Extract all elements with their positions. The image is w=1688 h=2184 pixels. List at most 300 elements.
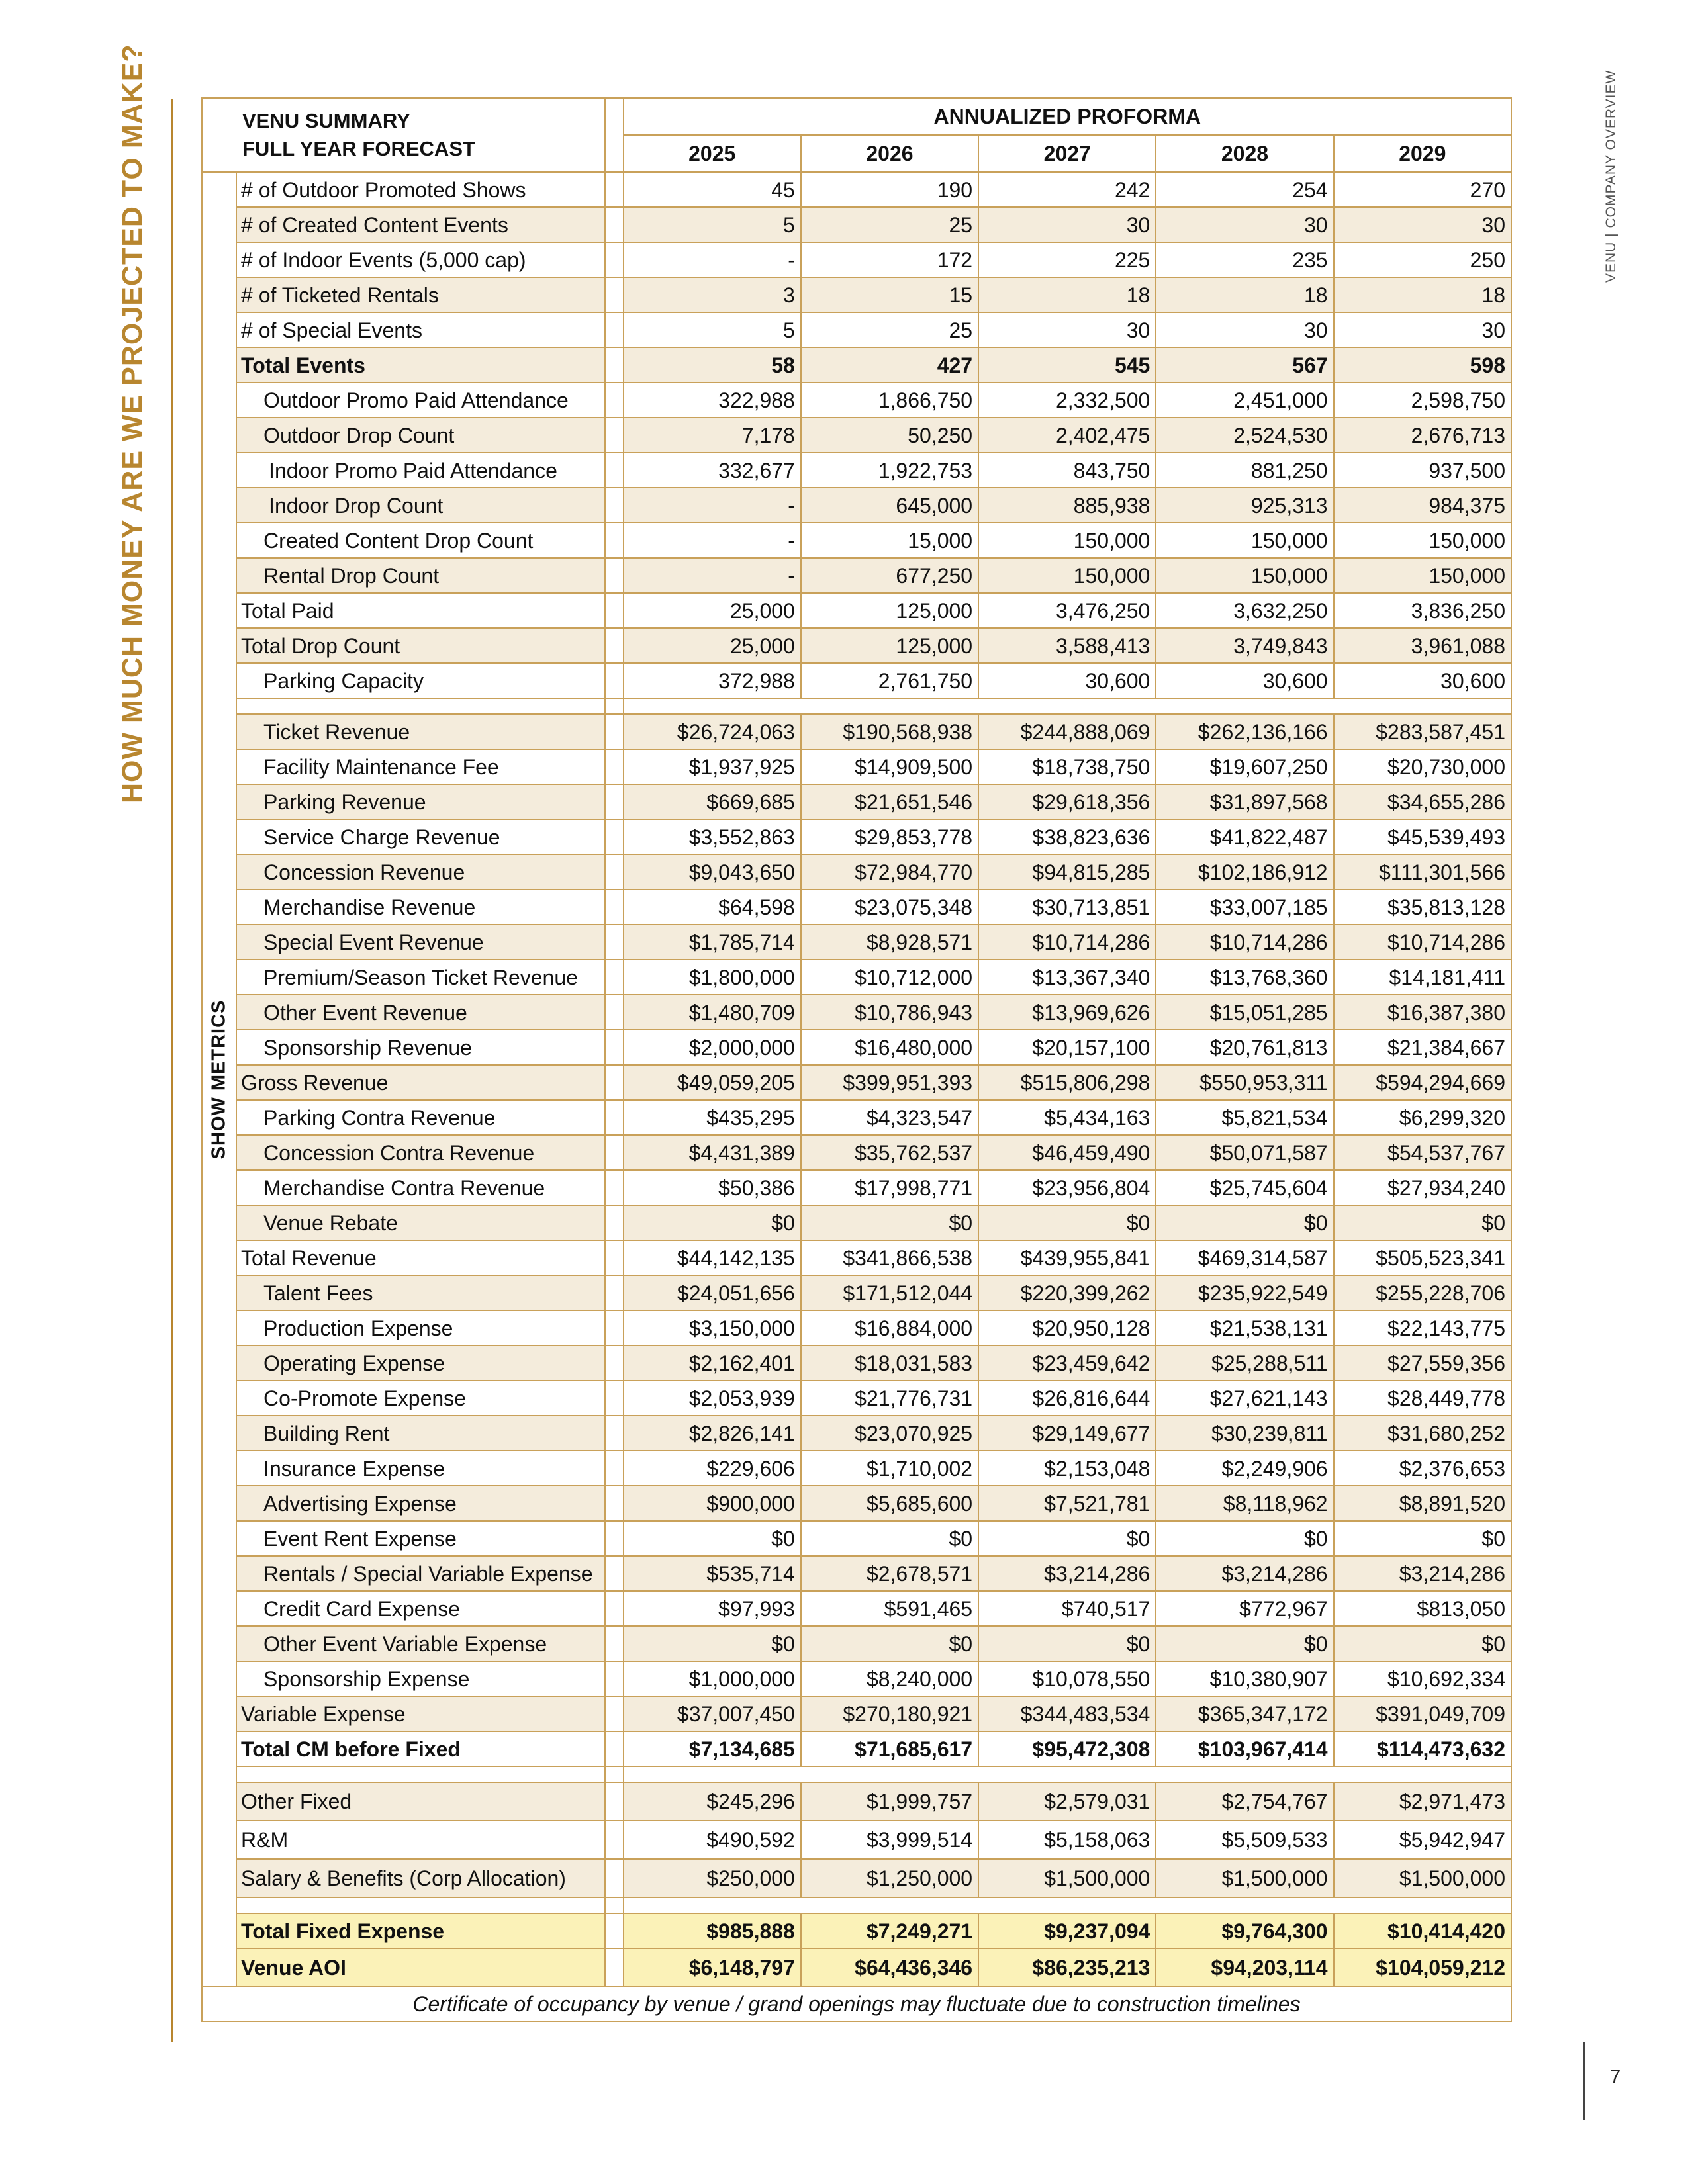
table-row bbox=[202, 1170, 1511, 1205]
value-cell-2029: 937,500 bbox=[1334, 453, 1511, 488]
column-separator bbox=[605, 819, 624, 854]
value-cell-2026: $35,762,537 bbox=[801, 1135, 978, 1170]
value-cell-2029: 598 bbox=[1334, 347, 1511, 383]
row-label: Production Expense bbox=[236, 1310, 605, 1345]
row-label: Other Event Variable Expense bbox=[236, 1626, 605, 1661]
value-cell-2029: 30 bbox=[1334, 312, 1511, 347]
value-cell-2026: $4,323,547 bbox=[801, 1100, 978, 1135]
value-cell-2026: $1,710,002 bbox=[801, 1451, 978, 1486]
table-row bbox=[202, 1381, 1511, 1416]
value-cell-2028: 30,600 bbox=[1156, 663, 1333, 698]
value-cell-2028: $8,118,962 bbox=[1156, 1486, 1333, 1521]
value-cell-2025: $0 bbox=[624, 1521, 801, 1556]
table-row bbox=[202, 1782, 1511, 1821]
value-cell-2027: $515,806,298 bbox=[978, 1065, 1156, 1100]
column-separator bbox=[605, 1591, 624, 1626]
value-cell-2025: $1,800,000 bbox=[624, 960, 801, 995]
value-cell-2026: $17,998,771 bbox=[801, 1170, 978, 1205]
row-label: Parking Contra Revenue bbox=[236, 1100, 605, 1135]
column-separator bbox=[605, 383, 624, 418]
column-separator bbox=[605, 1661, 624, 1696]
value-cell-2029: $283,587,451 bbox=[1334, 714, 1511, 749]
value-cell-2028: $13,768,360 bbox=[1156, 960, 1333, 995]
table-row bbox=[202, 1100, 1511, 1135]
value-cell-2027: $26,816,644 bbox=[978, 1381, 1156, 1416]
value-cell-2026: $64,436,346 bbox=[801, 1948, 978, 1987]
table-row bbox=[202, 312, 1511, 347]
value-cell-2029: 3,836,250 bbox=[1334, 593, 1511, 628]
value-cell-2027: $1,500,000 bbox=[978, 1859, 1156, 1897]
value-cell-2025: $900,000 bbox=[624, 1486, 801, 1521]
value-cell-2027: $7,521,781 bbox=[978, 1486, 1156, 1521]
header-row-group bbox=[202, 98, 1511, 135]
value-cell-2027: $220,399,262 bbox=[978, 1275, 1156, 1310]
row-label: Total Paid bbox=[236, 593, 605, 628]
value-cell-2029: $27,934,240 bbox=[1334, 1170, 1511, 1205]
value-cell-2028: $5,509,533 bbox=[1156, 1821, 1333, 1859]
value-cell-2026: $23,075,348 bbox=[801, 889, 978, 925]
row-label: # of Outdoor Promoted Shows bbox=[236, 172, 605, 207]
table-row bbox=[202, 523, 1511, 558]
value-cell-2025: $1,000,000 bbox=[624, 1661, 801, 1696]
column-separator bbox=[605, 1486, 624, 1521]
column-separator bbox=[605, 1170, 624, 1205]
row-label: # of Ticketed Rentals bbox=[236, 277, 605, 312]
value-cell-2028: 30 bbox=[1156, 312, 1333, 347]
table-row bbox=[202, 628, 1511, 663]
value-cell-2029: $34,655,286 bbox=[1334, 784, 1511, 819]
value-cell-2026: 50,250 bbox=[801, 418, 978, 453]
column-separator bbox=[605, 1275, 624, 1310]
value-cell-2025: 3 bbox=[624, 277, 801, 312]
column-separator bbox=[605, 1100, 624, 1135]
year-header: 2027 bbox=[978, 135, 1156, 172]
spacer-separator-cell bbox=[605, 1897, 624, 1913]
value-cell-2028: 18 bbox=[1156, 277, 1333, 312]
row-label: Sponsorship Revenue bbox=[236, 1030, 605, 1065]
value-cell-2029: $14,181,411 bbox=[1334, 960, 1511, 995]
table-row bbox=[202, 819, 1511, 854]
value-cell-2028: $33,007,185 bbox=[1156, 889, 1333, 925]
page-number: 7 bbox=[1609, 2066, 1621, 2088]
table-row bbox=[202, 1205, 1511, 1240]
value-cell-2028: $550,953,311 bbox=[1156, 1065, 1333, 1100]
value-cell-2028: $25,745,604 bbox=[1156, 1170, 1333, 1205]
row-label: Total Events bbox=[236, 347, 605, 383]
table-row bbox=[202, 418, 1511, 453]
value-cell-2029: $22,143,775 bbox=[1334, 1310, 1511, 1345]
column-separator bbox=[605, 1416, 624, 1451]
row-label: Total Fixed Expense bbox=[236, 1913, 605, 1948]
column-separator bbox=[605, 312, 624, 347]
value-cell-2025: - bbox=[624, 523, 801, 558]
table-row bbox=[202, 784, 1511, 819]
table-row bbox=[202, 593, 1511, 628]
value-cell-2029: 30 bbox=[1334, 207, 1511, 242]
value-cell-2025: - bbox=[624, 488, 801, 523]
value-cell-2025: $3,552,863 bbox=[624, 819, 801, 854]
value-cell-2029: 250 bbox=[1334, 242, 1511, 277]
value-cell-2027: 545 bbox=[978, 347, 1156, 383]
value-cell-2027: $0 bbox=[978, 1521, 1156, 1556]
value-cell-2026: $29,853,778 bbox=[801, 819, 978, 854]
column-separator bbox=[605, 207, 624, 242]
table-row bbox=[202, 1913, 1511, 1948]
row-label: Salary & Benefits (Corp Allocation) bbox=[236, 1859, 605, 1897]
value-cell-2028: 150,000 bbox=[1156, 523, 1333, 558]
value-cell-2026: $270,180,921 bbox=[801, 1696, 978, 1731]
value-cell-2026: 125,000 bbox=[801, 628, 978, 663]
row-label: Total CM before Fixed bbox=[236, 1731, 605, 1766]
value-cell-2029: 2,598,750 bbox=[1334, 383, 1511, 418]
value-cell-2025: $1,785,714 bbox=[624, 925, 801, 960]
value-cell-2029: 150,000 bbox=[1334, 523, 1511, 558]
column-separator bbox=[605, 1310, 624, 1345]
value-cell-2025: 25,000 bbox=[624, 628, 801, 663]
value-cell-2028: $10,714,286 bbox=[1156, 925, 1333, 960]
value-cell-2025: 332,677 bbox=[624, 453, 801, 488]
value-cell-2028: 567 bbox=[1156, 347, 1333, 383]
column-separator bbox=[605, 558, 624, 593]
value-cell-2025: $250,000 bbox=[624, 1859, 801, 1897]
row-label: Building Rent bbox=[236, 1416, 605, 1451]
value-cell-2026: $0 bbox=[801, 1205, 978, 1240]
value-cell-2026: $21,651,546 bbox=[801, 784, 978, 819]
row-label: Special Event Revenue bbox=[236, 925, 605, 960]
value-cell-2027: $29,618,356 bbox=[978, 784, 1156, 819]
value-cell-2029: $31,680,252 bbox=[1334, 1416, 1511, 1451]
column-separator bbox=[605, 925, 624, 960]
value-cell-2025: 322,988 bbox=[624, 383, 801, 418]
table-row bbox=[202, 1240, 1511, 1275]
row-label: Variable Expense bbox=[236, 1696, 605, 1731]
table-title bbox=[202, 98, 605, 172]
value-cell-2027: $13,969,626 bbox=[978, 995, 1156, 1030]
value-cell-2025: 5 bbox=[624, 207, 801, 242]
table-title-line2: FULL YEAR FORECAST bbox=[242, 137, 475, 160]
row-label: Venue AOI bbox=[236, 1948, 605, 1987]
column-separator bbox=[605, 628, 624, 663]
row-label: Sponsorship Expense bbox=[236, 1661, 605, 1696]
value-cell-2027: 242 bbox=[978, 172, 1156, 207]
value-cell-2028: $102,186,912 bbox=[1156, 854, 1333, 889]
value-cell-2027: $740,517 bbox=[978, 1591, 1156, 1626]
show-metrics-side-cell bbox=[202, 172, 236, 1987]
value-cell-2029: $3,214,286 bbox=[1334, 1556, 1511, 1591]
column-separator bbox=[605, 960, 624, 995]
value-cell-2026: 1,866,750 bbox=[801, 383, 978, 418]
value-cell-2027: 2,402,475 bbox=[978, 418, 1156, 453]
table-row bbox=[202, 558, 1511, 593]
value-cell-2029: 18 bbox=[1334, 277, 1511, 312]
table-row bbox=[202, 453, 1511, 488]
value-cell-2029: 150,000 bbox=[1334, 558, 1511, 593]
value-cell-2026: 677,250 bbox=[801, 558, 978, 593]
value-cell-2029: 3,961,088 bbox=[1334, 628, 1511, 663]
side-divider-line bbox=[171, 99, 173, 2042]
value-cell-2029: $10,692,334 bbox=[1334, 1661, 1511, 1696]
value-cell-2029: 984,375 bbox=[1334, 488, 1511, 523]
row-label: Advertising Expense bbox=[236, 1486, 605, 1521]
table-row bbox=[202, 1626, 1511, 1661]
value-cell-2027: $18,738,750 bbox=[978, 749, 1156, 784]
row-label: Talent Fees bbox=[236, 1275, 605, 1310]
column-separator bbox=[605, 1065, 624, 1100]
value-cell-2029: 2,676,713 bbox=[1334, 418, 1511, 453]
value-cell-2025: $985,888 bbox=[624, 1913, 801, 1948]
value-cell-2025: 25,000 bbox=[624, 593, 801, 628]
table-row bbox=[202, 1275, 1511, 1310]
value-cell-2027: $86,235,213 bbox=[978, 1948, 1156, 1987]
value-cell-2027: $38,823,636 bbox=[978, 819, 1156, 854]
value-cell-2027: 30 bbox=[978, 207, 1156, 242]
value-cell-2025: $9,043,650 bbox=[624, 854, 801, 889]
value-cell-2027: 18 bbox=[978, 277, 1156, 312]
table-row bbox=[202, 1948, 1511, 1987]
value-cell-2025: 372,988 bbox=[624, 663, 801, 698]
column-separator bbox=[605, 1135, 624, 1170]
value-cell-2026: $14,909,500 bbox=[801, 749, 978, 784]
value-cell-2028: 3,749,843 bbox=[1156, 628, 1333, 663]
table-row bbox=[202, 1030, 1511, 1065]
spacer-label-cell bbox=[236, 1766, 605, 1782]
value-cell-2028: 254 bbox=[1156, 172, 1333, 207]
value-cell-2026: 25 bbox=[801, 207, 978, 242]
value-cell-2028: 30 bbox=[1156, 207, 1333, 242]
column-separator bbox=[605, 418, 624, 453]
value-cell-2027: $23,956,804 bbox=[978, 1170, 1156, 1205]
value-cell-2028: $2,754,767 bbox=[1156, 1782, 1333, 1821]
value-cell-2026: $171,512,044 bbox=[801, 1275, 978, 1310]
spacer-values-cell bbox=[624, 698, 1511, 714]
value-cell-2025: $44,142,135 bbox=[624, 1240, 801, 1275]
row-label: Total Revenue bbox=[236, 1240, 605, 1275]
value-cell-2026: $190,568,938 bbox=[801, 714, 978, 749]
value-cell-2029: $16,387,380 bbox=[1334, 995, 1511, 1030]
value-cell-2027: 150,000 bbox=[978, 558, 1156, 593]
table-row bbox=[202, 1521, 1511, 1556]
row-label: Outdoor Drop Count bbox=[236, 418, 605, 453]
value-cell-2025: $1,480,709 bbox=[624, 995, 801, 1030]
value-cell-2027: $9,237,094 bbox=[978, 1913, 1156, 1948]
value-cell-2027: $10,078,550 bbox=[978, 1661, 1156, 1696]
footnote-row bbox=[202, 1987, 1511, 2021]
table-row bbox=[202, 488, 1511, 523]
value-cell-2026: 125,000 bbox=[801, 593, 978, 628]
column-separator bbox=[605, 1345, 624, 1381]
table-row bbox=[202, 960, 1511, 995]
row-label: Credit Card Expense bbox=[236, 1591, 605, 1626]
table-row bbox=[202, 1661, 1511, 1696]
row-label: Rental Drop Count bbox=[236, 558, 605, 593]
value-cell-2029: $45,539,493 bbox=[1334, 819, 1511, 854]
value-cell-2028: $0 bbox=[1156, 1205, 1333, 1240]
column-separator bbox=[605, 172, 624, 207]
column-separator bbox=[605, 1521, 624, 1556]
value-cell-2028: $2,249,906 bbox=[1156, 1451, 1333, 1486]
value-cell-2025: $7,134,685 bbox=[624, 1731, 801, 1766]
column-separator bbox=[605, 1451, 624, 1486]
table-row bbox=[202, 663, 1511, 698]
column-separator bbox=[605, 593, 624, 628]
value-cell-2025: $97,993 bbox=[624, 1591, 801, 1626]
value-cell-2027: 30 bbox=[978, 312, 1156, 347]
value-cell-2025: $2,162,401 bbox=[624, 1345, 801, 1381]
value-cell-2026: $10,712,000 bbox=[801, 960, 978, 995]
annualized-proforma-header: ANNUALIZED PROFORMA bbox=[624, 98, 1511, 135]
table-row bbox=[202, 1556, 1511, 1591]
value-cell-2026: 172 bbox=[801, 242, 978, 277]
value-cell-2028: $41,822,487 bbox=[1156, 819, 1333, 854]
value-cell-2028: 881,250 bbox=[1156, 453, 1333, 488]
value-cell-2025: $64,598 bbox=[624, 889, 801, 925]
value-cell-2026: $2,678,571 bbox=[801, 1556, 978, 1591]
value-cell-2029: $111,301,566 bbox=[1334, 854, 1511, 889]
table-title-line1: VENU SUMMARY bbox=[242, 109, 410, 133]
value-cell-2029: $21,384,667 bbox=[1334, 1030, 1511, 1065]
value-cell-2026: $18,031,583 bbox=[801, 1345, 978, 1381]
value-cell-2029: $255,228,706 bbox=[1334, 1275, 1511, 1310]
column-separator bbox=[605, 1782, 624, 1821]
value-cell-2027: $0 bbox=[978, 1205, 1156, 1240]
value-cell-2029: $54,537,767 bbox=[1334, 1135, 1511, 1170]
value-cell-2027: $20,157,100 bbox=[978, 1030, 1156, 1065]
table-row bbox=[202, 1416, 1511, 1451]
value-cell-2025: 5 bbox=[624, 312, 801, 347]
value-cell-2026: 15 bbox=[801, 277, 978, 312]
value-cell-2026: $5,685,600 bbox=[801, 1486, 978, 1521]
value-cell-2026: $16,884,000 bbox=[801, 1310, 978, 1345]
value-cell-2026: 645,000 bbox=[801, 488, 978, 523]
table-row bbox=[202, 1821, 1511, 1859]
value-cell-2028: $27,621,143 bbox=[1156, 1381, 1333, 1416]
table-row bbox=[202, 1065, 1511, 1100]
table-row bbox=[202, 1486, 1511, 1521]
value-cell-2029: $2,971,473 bbox=[1334, 1782, 1511, 1821]
value-cell-2026: $8,240,000 bbox=[801, 1661, 978, 1696]
value-cell-2027: $5,434,163 bbox=[978, 1100, 1156, 1135]
table-row bbox=[202, 749, 1511, 784]
row-label: Other Fixed bbox=[236, 1782, 605, 1821]
value-cell-2027: $3,214,286 bbox=[978, 1556, 1156, 1591]
row-label: Co-Promote Expense bbox=[236, 1381, 605, 1416]
table-row bbox=[202, 1591, 1511, 1626]
value-cell-2025: $24,051,656 bbox=[624, 1275, 801, 1310]
row-label: # of Special Events bbox=[236, 312, 605, 347]
column-separator bbox=[605, 453, 624, 488]
value-cell-2028: $469,314,587 bbox=[1156, 1240, 1333, 1275]
table-row bbox=[202, 925, 1511, 960]
value-cell-2029: $0 bbox=[1334, 1205, 1511, 1240]
column-separator bbox=[605, 1859, 624, 1897]
spacer-row bbox=[202, 1766, 1511, 1782]
value-cell-2027: $344,483,534 bbox=[978, 1696, 1156, 1731]
value-cell-2027: $2,153,048 bbox=[978, 1451, 1156, 1486]
table-row bbox=[202, 995, 1511, 1030]
value-cell-2028: $15,051,285 bbox=[1156, 995, 1333, 1030]
year-header: 2025 bbox=[624, 135, 801, 172]
value-cell-2026: 15,000 bbox=[801, 523, 978, 558]
value-cell-2027: $46,459,490 bbox=[978, 1135, 1156, 1170]
column-separator bbox=[605, 1556, 624, 1591]
column-separator bbox=[605, 1948, 624, 1987]
value-cell-2028: $1,500,000 bbox=[1156, 1859, 1333, 1897]
value-cell-2027: $94,815,285 bbox=[978, 854, 1156, 889]
spacer-values-cell bbox=[624, 1766, 1511, 1782]
value-cell-2029: $594,294,669 bbox=[1334, 1065, 1511, 1100]
value-cell-2026: $399,951,393 bbox=[801, 1065, 978, 1100]
value-cell-2026: 2,761,750 bbox=[801, 663, 978, 698]
value-cell-2025: $245,296 bbox=[624, 1782, 801, 1821]
page-number-divider bbox=[1583, 2042, 1585, 2120]
row-label: Concession Revenue bbox=[236, 854, 605, 889]
column-separator bbox=[605, 854, 624, 889]
value-cell-2029: $104,059,212 bbox=[1334, 1948, 1511, 1987]
column-separator bbox=[605, 488, 624, 523]
value-cell-2026: $0 bbox=[801, 1626, 978, 1661]
column-separator bbox=[605, 995, 624, 1030]
value-cell-2028: $365,347,172 bbox=[1156, 1696, 1333, 1731]
row-label: R&M bbox=[236, 1821, 605, 1859]
value-cell-2026: $341,866,538 bbox=[801, 1240, 978, 1275]
value-cell-2028: 3,632,250 bbox=[1156, 593, 1333, 628]
column-separator bbox=[605, 277, 624, 312]
spacer-label-cell bbox=[236, 698, 605, 714]
value-cell-2028: $235,922,549 bbox=[1156, 1275, 1333, 1310]
value-cell-2025: $1,937,925 bbox=[624, 749, 801, 784]
column-separator bbox=[605, 714, 624, 749]
value-cell-2027: $20,950,128 bbox=[978, 1310, 1156, 1345]
right-caption: VENU | COMPANY OVERVIEW bbox=[1603, 69, 1618, 283]
value-cell-2027: $29,149,677 bbox=[978, 1416, 1156, 1451]
row-label: Outdoor Promo Paid Attendance bbox=[236, 383, 605, 418]
value-cell-2025: $2,000,000 bbox=[624, 1030, 801, 1065]
value-cell-2029: $35,813,128 bbox=[1334, 889, 1511, 925]
row-label: Venue Rebate bbox=[236, 1205, 605, 1240]
value-cell-2029: $391,049,709 bbox=[1334, 1696, 1511, 1731]
table-row bbox=[202, 1310, 1511, 1345]
table-row bbox=[202, 889, 1511, 925]
value-cell-2025: $6,148,797 bbox=[624, 1948, 801, 1987]
spacer-label-cell bbox=[236, 1897, 605, 1913]
year-header: 2029 bbox=[1334, 135, 1511, 172]
year-header: 2028 bbox=[1156, 135, 1333, 172]
value-cell-2028: 2,524,530 bbox=[1156, 418, 1333, 453]
column-separator bbox=[605, 1626, 624, 1661]
column-separator bbox=[605, 523, 624, 558]
value-cell-2027: 3,588,413 bbox=[978, 628, 1156, 663]
value-cell-2029: $1,500,000 bbox=[1334, 1859, 1511, 1897]
value-cell-2027: 150,000 bbox=[978, 523, 1156, 558]
value-cell-2029: $27,559,356 bbox=[1334, 1345, 1511, 1381]
value-cell-2025: $490,592 bbox=[624, 1821, 801, 1859]
value-cell-2025: $669,685 bbox=[624, 784, 801, 819]
value-cell-2025: $2,826,141 bbox=[624, 1416, 801, 1451]
value-cell-2029: $2,376,653 bbox=[1334, 1451, 1511, 1486]
table-row bbox=[202, 1135, 1511, 1170]
row-label: Operating Expense bbox=[236, 1345, 605, 1381]
value-cell-2028: $20,761,813 bbox=[1156, 1030, 1333, 1065]
value-cell-2029: $28,449,778 bbox=[1334, 1381, 1511, 1416]
table-row bbox=[202, 172, 1511, 207]
value-cell-2026: $21,776,731 bbox=[801, 1381, 978, 1416]
table-row bbox=[202, 1696, 1511, 1731]
value-cell-2029: $0 bbox=[1334, 1521, 1511, 1556]
column-separator bbox=[605, 242, 624, 277]
table-row bbox=[202, 1345, 1511, 1381]
value-cell-2026: $0 bbox=[801, 1521, 978, 1556]
value-cell-2027: $30,713,851 bbox=[978, 889, 1156, 925]
